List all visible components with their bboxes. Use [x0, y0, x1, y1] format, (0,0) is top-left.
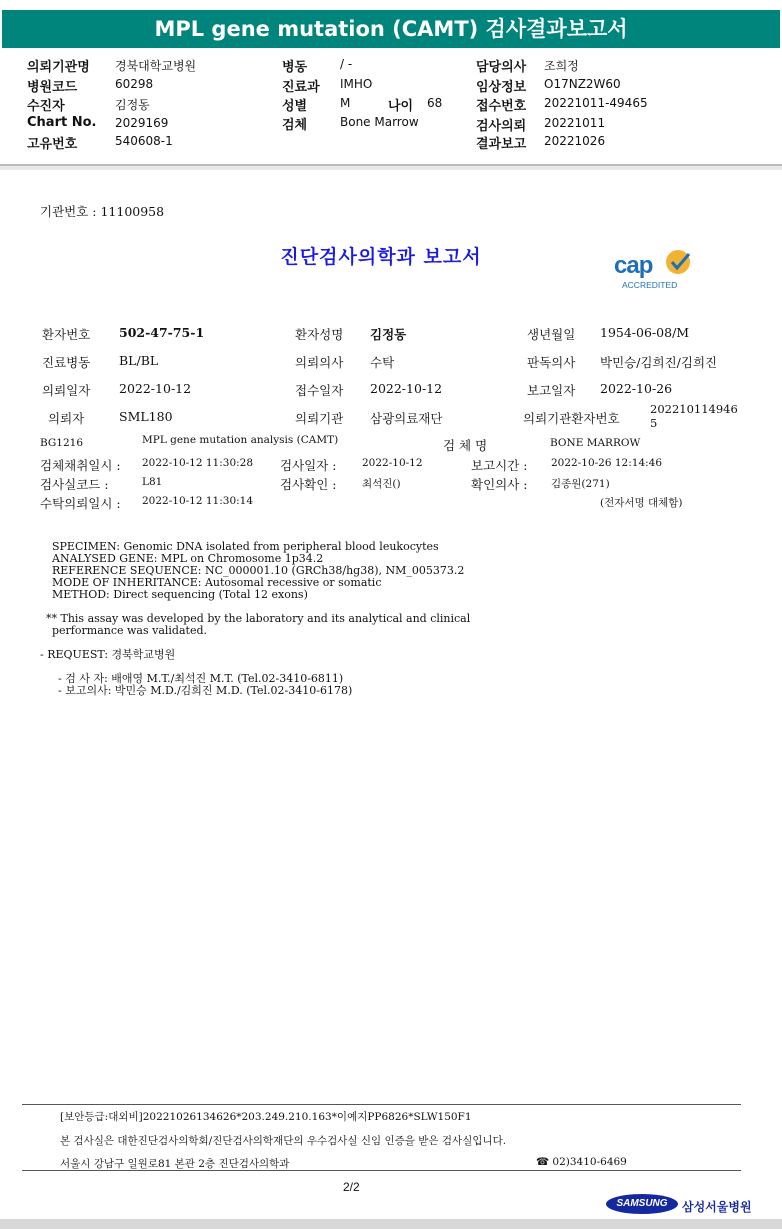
cap-accredited-logo	[612, 246, 712, 292]
label-report-time: 보고시간 :	[471, 458, 528, 473]
label-ward: 병동	[282, 60, 308, 75]
value-specimen-name: BONE MARROW	[550, 437, 641, 449]
address-line: 서울시 강남구 일원로81 본관 2층 진단검사의학과	[60, 1158, 290, 1170]
label-patient-name: 환자성명	[295, 327, 344, 342]
request-line: - REQUEST: 경북학교병원	[40, 648, 176, 661]
value-requesting-institution: 삼광의료재단	[370, 411, 443, 426]
hospital-name: 삼성서울병원	[682, 1200, 752, 1214]
phone-line: ☎ 02)3410-6469	[536, 1156, 627, 1168]
value-confirm-doctor: 김종원(271)	[551, 478, 610, 490]
page-number: 2/2	[343, 1180, 360, 1194]
label-requesting-doctor: 의뢰의사	[295, 355, 344, 370]
body-line-method: METHOD: Direct sequencing (Total 12 exons)	[52, 588, 308, 601]
label-lab-code: 검사실코드 :	[40, 477, 109, 492]
note-line-1: ** This assay was developed by the laboratory and its analytical and clinical	[46, 612, 471, 625]
label-consign-time: 수탁의뢰일시 :	[40, 496, 121, 511]
value-test-request: 20221011	[544, 116, 606, 130]
value-department: IMHO	[340, 77, 373, 91]
value-ward2: BL/BL	[119, 353, 159, 368]
staff-line-tester: - 검 사 자: 배애영 M.T./최석진 M.T. (Tel.02-3410-6811)	[58, 672, 344, 685]
label-report-date: 보고일자	[527, 383, 576, 398]
value-doctor: 조희정	[544, 59, 579, 73]
value-age: 68	[427, 96, 443, 110]
label-test-request: 검사의뢰	[476, 119, 527, 134]
label-clinical-info: 임상정보	[476, 80, 527, 95]
staff-line-doctor: - 보고의사: 박민승 M.D./김희진 M.D. (Tel.02-3410-6178)	[58, 684, 353, 697]
value-reading-doctor: 박민승/김희진/김희진	[600, 355, 718, 370]
label-institution: 의뢰기관명	[27, 60, 90, 75]
value-lab-code: L81	[142, 476, 163, 488]
body-line-gene: ANALYSED GENE: MPL on Chromosome 1p34.2	[52, 552, 324, 565]
label-institution-patient-no: 의뢰기관환자번호	[523, 411, 620, 426]
label-specimen: 검체	[282, 118, 308, 133]
value-test-confirm: 최석진()	[362, 478, 401, 490]
label-requesting-institution: 의뢰기관	[295, 411, 344, 426]
label-age: 나이	[388, 99, 414, 114]
label-hospital-code: 병원코드	[27, 80, 78, 95]
label-request-date: 의뢰일자	[42, 383, 91, 398]
value-patient-name: 김정동	[370, 327, 407, 342]
label-collection-time: 검체채취일시 :	[40, 458, 121, 473]
label-receipt-date: 접수일자	[295, 383, 344, 398]
value-result-report: 20221026	[544, 134, 606, 148]
label-doctor: 담당의사	[476, 60, 527, 75]
label-patient: 수진자	[27, 99, 65, 114]
security-line: [보안등급:대외비]20221026134626*203.249.210.163*이예지PP6826*SLW150F1	[60, 1111, 472, 1123]
value-patient-no: 502-47-75-1	[119, 325, 205, 340]
body-line-inheritance: MODE OF INHERITANCE: Autosomal recessive or somatic	[52, 576, 382, 589]
label-sex: 성별	[282, 99, 308, 114]
label-confirm-doctor: 확인의사 :	[471, 477, 528, 492]
samsung-logo: SAMSUNG	[606, 1194, 678, 1214]
label-receipt-no: 접수번호	[476, 99, 527, 114]
institution-number: 기관번호 : 11100958	[40, 204, 165, 219]
label-patient-no: 환자번호	[42, 327, 91, 342]
value-request-date: 2022-10-12	[119, 381, 192, 396]
body-line-specimen: SPECIMEN: Genomic DNA isolated from peripheral blood leukocytes	[52, 540, 439, 553]
value-requester: SML180	[119, 409, 173, 424]
cap-subtext: ACCREDITED	[622, 280, 678, 290]
label-department: 진료과	[282, 80, 320, 95]
value-institution: 경북대학교병원	[115, 59, 197, 73]
report-document	[0, 170, 782, 1219]
footer-divider-bottom	[22, 1170, 741, 1171]
value-specimen: Bone Marrow	[340, 115, 419, 129]
cap-text: cap	[614, 252, 653, 279]
value-report-date: 2022-10-26	[600, 381, 673, 396]
value-consign-time: 2022-10-12 11:30:14	[142, 495, 254, 507]
value-patient: 김정동	[115, 98, 150, 112]
label-unique-no: 고유번호	[27, 137, 78, 152]
value-birthdate: 1954-06-08/M	[600, 325, 690, 340]
value-chart-no: 2029169	[115, 116, 169, 130]
report-header	[0, 0, 782, 166]
label-test-confirm: 검사확인 :	[280, 477, 337, 492]
test-name: MPL gene mutation analysis (CAMT)	[142, 434, 339, 446]
body-line-reference: REFERENCE SEQUENCE: NC_000001.10 (GRCh38/hg38), NM_005373.2	[52, 564, 465, 577]
value-report-time: 2022-10-26 12:14:46	[551, 457, 663, 469]
bottom-bar	[0, 1219, 782, 1229]
label-ward2: 진료병동	[42, 355, 91, 370]
test-code: BG1216	[40, 437, 84, 449]
header-divider	[0, 164, 782, 166]
value-unique-no: 540608-1	[115, 134, 173, 148]
label-reading-doctor: 판독의사	[527, 355, 576, 370]
value-sex: M	[340, 96, 351, 110]
value-clinical-info: O17NZ2W60	[544, 77, 621, 91]
value-collection-time: 2022-10-12 11:30:28	[142, 457, 254, 469]
value-institution-patient-no: 202210114946	[650, 402, 738, 416]
report-title: 진단검사의학과 보고서	[280, 246, 482, 268]
value-receipt-date: 2022-10-12	[370, 381, 443, 396]
footer-divider-top	[22, 1104, 741, 1105]
value-requesting-doctor: 수탁	[370, 355, 395, 370]
label-test-date: 검사일자 :	[280, 458, 337, 473]
note-line-2: performance was validated.	[52, 624, 207, 637]
label-chart-no: Chart No.	[27, 115, 97, 130]
label-birthdate: 생년월일	[527, 327, 576, 342]
label-requester: 의뢰자	[48, 411, 85, 426]
value-ward: / -	[340, 57, 353, 71]
value-test-date: 2022-10-12	[362, 457, 423, 469]
certification-line: 본 검사실은 대한진단검사의학회/진단검사의학재단의 우수검사실 신임 인증을 받은 검사실입니다.	[60, 1135, 507, 1147]
label-result-report: 결과보고	[476, 137, 527, 152]
header-title: MPL gene mutation (CAMT) 검사결과보고서	[2, 10, 780, 48]
value-receipt-no: 20221011-49465	[544, 96, 648, 110]
e-signature-note: (전자서명 대체함)	[600, 497, 683, 509]
label-specimen-name: 검 체 명	[443, 438, 488, 453]
value-institution-patient-no-cont: 5	[650, 416, 658, 430]
value-hospital-code: 60298	[115, 77, 154, 91]
